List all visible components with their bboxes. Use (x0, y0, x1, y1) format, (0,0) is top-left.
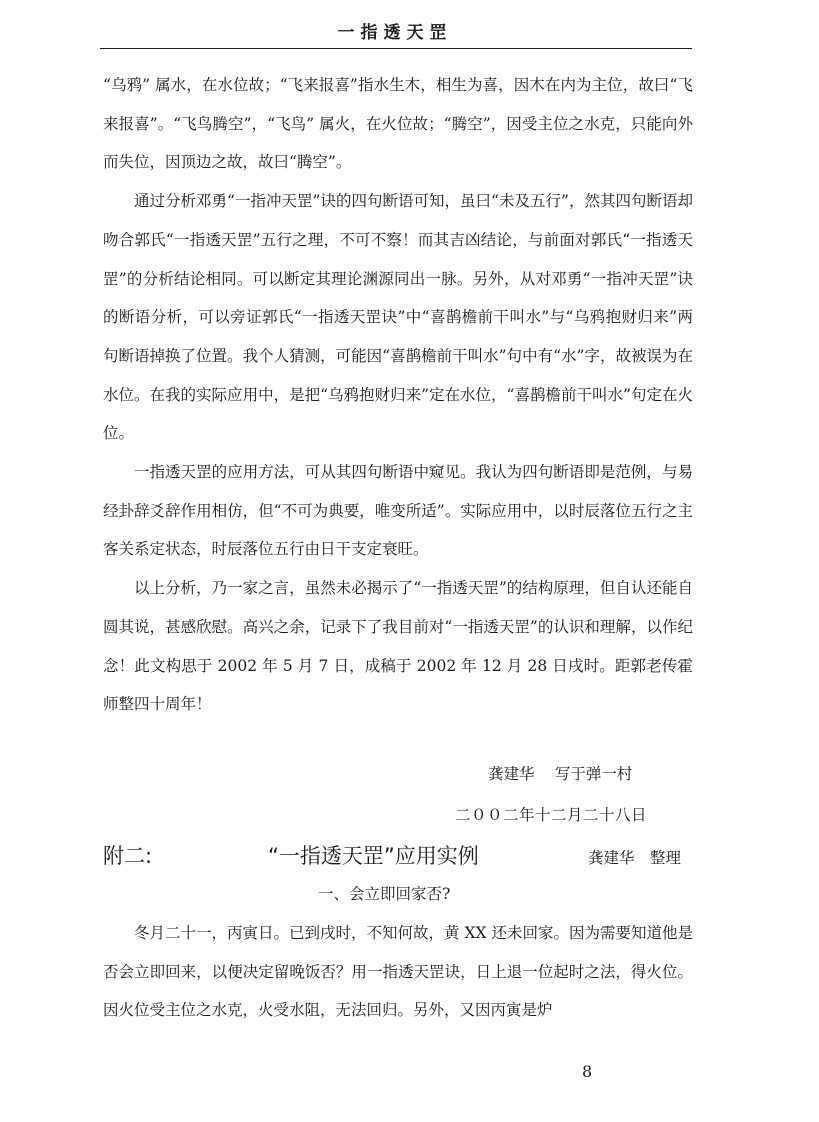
appendix-title: “一指透天罡”应用实例 (268, 844, 479, 868)
signature-author: 龚建华 写于弹一村 (488, 765, 633, 783)
body-text (103, 66, 693, 724)
signature-date: 二００二年十二月二十八日 (455, 806, 648, 824)
section-heading: 一、会立即回家否? (318, 885, 451, 903)
paragraph-1: “乌鸦” 属水，在水位故；“飞来报喜”指水生木，相生为喜，因木在内为主位，故曰“飞来报喜”。“飞鸟腾空”，“飞鸟” 属火，在火位故；“腾空”，因受主位之水克，只能向外而失位，因顶边之故，故曰“腾空”。 (103, 76, 693, 172)
header-rule (100, 48, 692, 49)
case-paragraph: 冬月二十一，丙寅日。已到戌时，不知何故，黄 XX 还未回家。因为需要知道他是否会立即回来，以便决定留晚饭否？用一指透天罡诀，日上退一位起时之法，得火位。因火位受主位之水克，火受水阻，无法回归。另外，又因丙寅是炉 (103, 924, 693, 1020)
appendix-label: 附二: (103, 844, 153, 868)
paragraph-3: 一指透天罡的应用方法，可从其四句断语中窥见。我认为四句断语即是范例，与易经卦辞爻辞作用相仿，但“不可为典要，唯变所适”。实际应用中，以时辰落位五行之主客关系定状态，时辰落位五行由日干支定衰旺。 (103, 463, 693, 559)
paragraph-4: 以上分析，乃一家之言，虽然未必揭示了“一指透天罡”的结构原理，但自认还能自圆其说，甚感欣慰。高兴之余，记录下了我目前对“一指透天罡”的认识和理解，以作纪念！此文构思于 2002 年 5 月 7 日，成稿于 2002 年 12 月 28 日戌时。距郭老传霍师整四十周年！ (103, 579, 693, 714)
paragraph-2: 通过分析邓勇“一指冲天罡”诀的四句断语可知，虽曰“未及五行”，然其四句断语却吻合郭氏“一指透天罡”五行之理，不可不察！而其吉凶结论，与前面对郭氏“一指透天罡”的分析结论相同。可以断定其理论渊源同出一脉。另外，从对邓勇“一指冲天罡”诀的断语分析，可以旁证郭氏“一指透天罡诀”中“喜鹊檐前干叫水”与“乌鸦抱财归来”两句断语掉换了位置。我个人猜测，可能因“喜鹊檐前干叫水”句中有“水”字，故被误为在水位。在我的实际应用中，是把“乌鸦抱财归来”定在水位，“喜鹊檐前干叫水”句定在火位。 (103, 192, 693, 443)
page-number: 8 (582, 1062, 593, 1081)
appendix-editor: 龚建华 整理 (588, 849, 682, 867)
page-header-title: 一指透天罡 (337, 23, 453, 43)
